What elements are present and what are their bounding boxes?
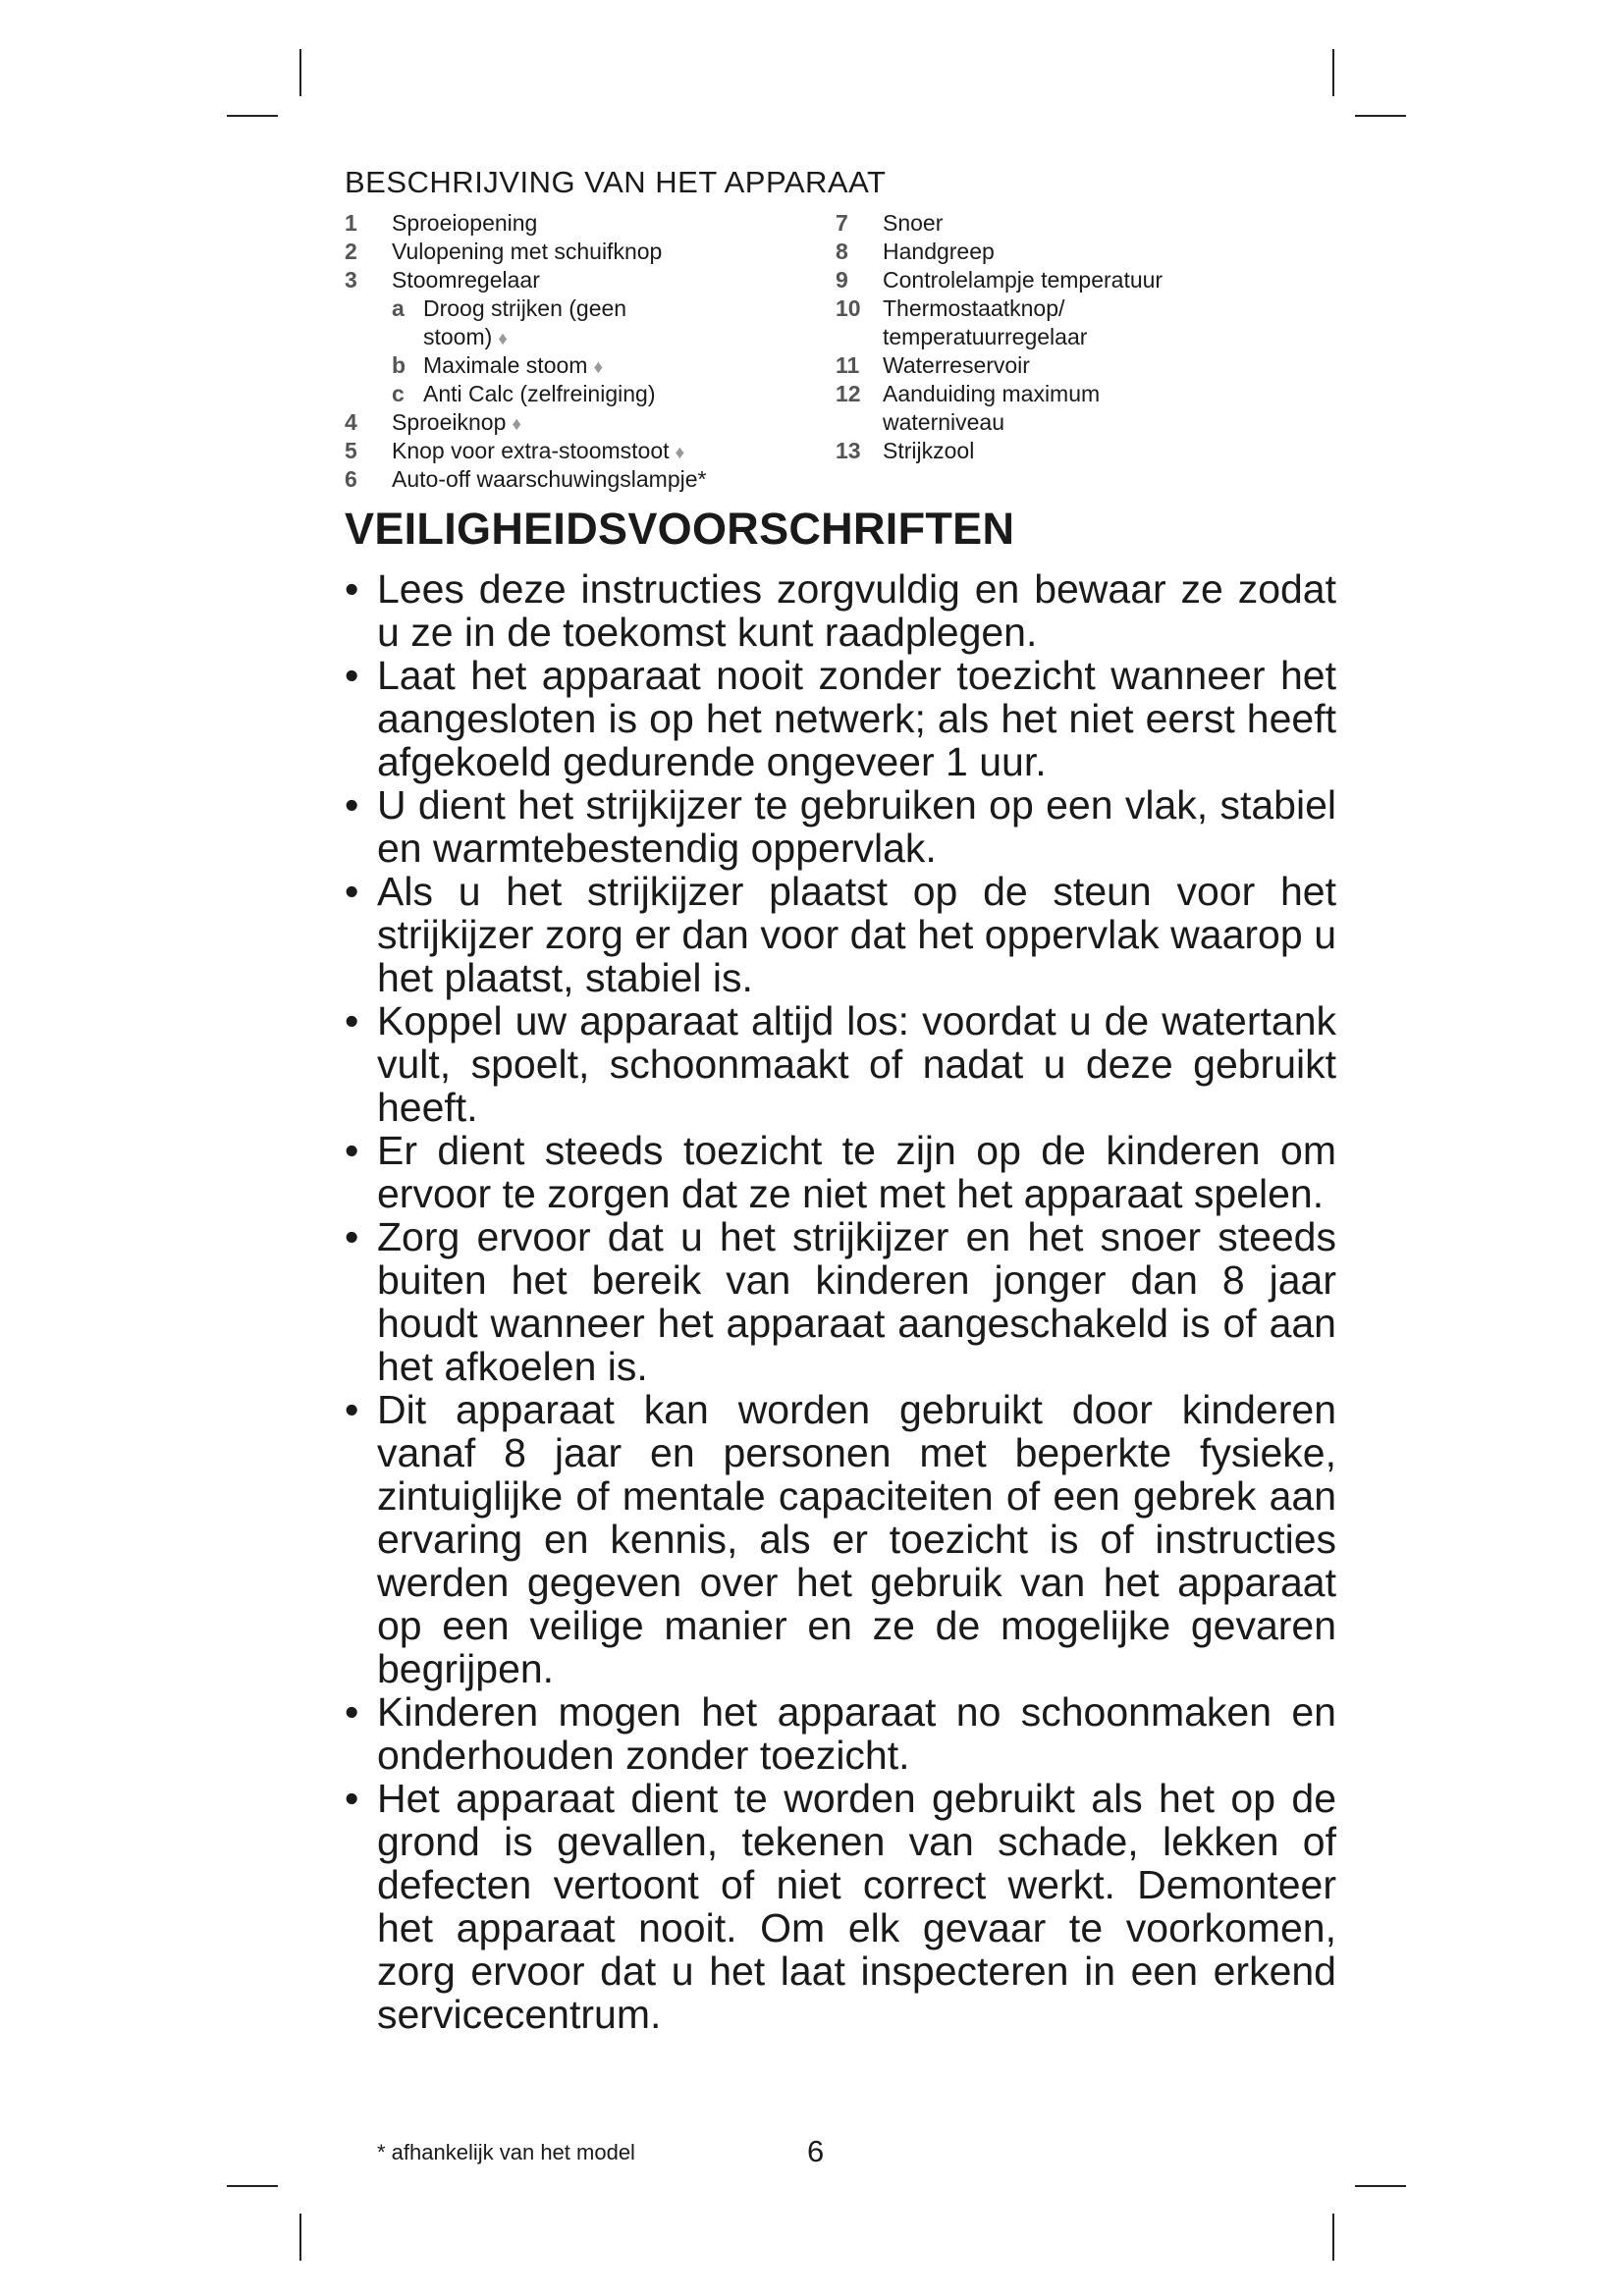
crop-mark xyxy=(1332,2214,1334,2261)
crop-mark xyxy=(1355,2185,1406,2187)
parts-list-subitem: c Anti Calc (zelfreiniging) xyxy=(392,381,656,406)
crop-mark xyxy=(299,49,301,96)
bullet-icon: • xyxy=(345,1214,359,1259)
parts-list-item: 2 Vulopening met schuifknop xyxy=(345,239,663,264)
dry-iron-icon: ♦ xyxy=(498,329,508,349)
bullet-icon: • xyxy=(345,1689,359,1735)
bullet-icon: • xyxy=(345,653,359,698)
bullet-icon: • xyxy=(345,1128,359,1173)
page-number: 6 xyxy=(807,2134,825,2168)
crop-mark xyxy=(299,2214,301,2261)
safety-rule: • Lees deze instructies zorgvuldig en bewaar ze zodat u ze in de toekomst kunt raadplegen. xyxy=(345,566,1336,655)
parts-list-subitem: a Droog strijken (geen xyxy=(392,295,627,321)
parts-list-item: 10 Thermostaatknop/ xyxy=(836,295,1065,321)
parts-list-left xyxy=(345,209,894,494)
safety-rules-list xyxy=(345,567,1336,2036)
parts-list-subitem: b Maximale stoom ♦ xyxy=(392,352,604,378)
bullet-icon: • xyxy=(345,869,359,914)
safety-rule: • Kinderen mogen het apparaat no schoonmaken en onderhouden zonder toezicht. xyxy=(345,1689,1336,1778)
crop-mark xyxy=(1332,49,1334,96)
crop-mark xyxy=(227,115,278,117)
parts-list-item: 1 Sproeiopening xyxy=(345,210,538,236)
bullet-icon: • xyxy=(345,1387,359,1432)
crop-mark xyxy=(1355,115,1406,117)
parts-list-item: 3 Stoomregelaar xyxy=(345,267,540,293)
parts-list-item: 4 Sproeiknop ♦ xyxy=(345,409,522,435)
safety-rule: • Er dient steeds toezicht te zijn op de kinderen om ervoor te zorgen dat ze niet met het apparaat spelen. xyxy=(345,1128,1336,1216)
parts-list-right xyxy=(836,209,1385,465)
bullet-icon: • xyxy=(345,566,359,612)
safety-rule: • U dient het strijkijzer te gebruiken op een vlak, stabiel en warmtebestendig oppervlak. xyxy=(345,782,1336,871)
parts-list-subitem: stoom) ♦ xyxy=(423,324,508,349)
crop-mark xyxy=(227,2185,278,2187)
safety-rule: • Laat het apparaat nooit zonder toezicht wanneer het aangesloten is op het netwerk; als het niet eerst heeft afgekoeld gedurende ongeveer 1 uur. xyxy=(345,653,1336,784)
parts-list-item: 5 Knop voor extra-stoomstoot ♦ xyxy=(345,438,685,463)
spray-icon: ♦ xyxy=(512,414,522,435)
safety-rule: • Het apparaat dient te worden gebruikt als het op de grond is gevallen, tekenen van schade, lekken of defecten vertoont of niet correct werkt. Demonteer het apparaat nooit. Om elk gevaar te voorkomen, zorg ervoor dat u het laat inspecteren in een erkend servicecentrum. xyxy=(345,1776,1336,2037)
parts-list-item: waterniveau xyxy=(883,409,1005,435)
steam-burst-icon: ♦ xyxy=(675,443,685,463)
safety-rule: • Dit apparaat kan worden gebruikt door kinderen vanaf 8 jaar en personen met beperkte fysieke, zintuiglijke of mentale capaciteiten of een gebrek aan ervaring en kennis, als er toezicht is of instructies werden gegeven over het gebruik van het apparaat op een veilige manier en ze de mogelijke gevaren begrijpen. xyxy=(345,1387,1336,1691)
parts-list-item: 12 Aanduiding maximum xyxy=(836,381,1101,406)
safety-heading: VEILIGHEIDSVOORSCHRIFTEN xyxy=(345,504,1015,554)
parts-list-item: 8 Handgreep xyxy=(836,239,995,264)
parts-list-item: temperatuurregelaar xyxy=(883,324,1088,349)
parts-list-item: 7 Snoer xyxy=(836,210,944,236)
safety-rule: • Zorg ervoor dat u het strijkijzer en het snoer steeds buiten het bereik van kinderen jonger dan 8 jaar houdt wanneer het apparaat aangeschakeld is of aan het afkoelen is. xyxy=(345,1214,1336,1389)
parts-list-item: 9 Controlelampje temperatuur xyxy=(836,267,1164,293)
bullet-icon: • xyxy=(345,782,359,828)
safety-rule: • Koppel uw apparaat altijd los: voordat u de watertank vult, spoelt, schoonmaakt of nadat u deze gebruikt heeft. xyxy=(345,998,1336,1130)
parts-list-item: 6 Auto-off waarschuwingslampje* xyxy=(345,466,707,492)
parts-list-item: 11 Waterreservoir xyxy=(836,352,1030,378)
safety-rule: • Als u het strijkijzer plaatst op de steun voor het strijkijzer zorg er dan voor dat het oppervlak waarop u het plaatst, stabiel is. xyxy=(345,869,1336,1000)
parts-list-item: 13 Strijkzool xyxy=(836,438,975,463)
footnote: * afhankelijk van het model xyxy=(377,2140,635,2164)
section-title: BESCHRIJVING VAN HET APPARAAT xyxy=(345,165,887,199)
max-steam-icon: ♦ xyxy=(593,357,604,378)
bullet-icon: • xyxy=(345,998,359,1043)
bullet-icon: • xyxy=(345,1776,359,1821)
